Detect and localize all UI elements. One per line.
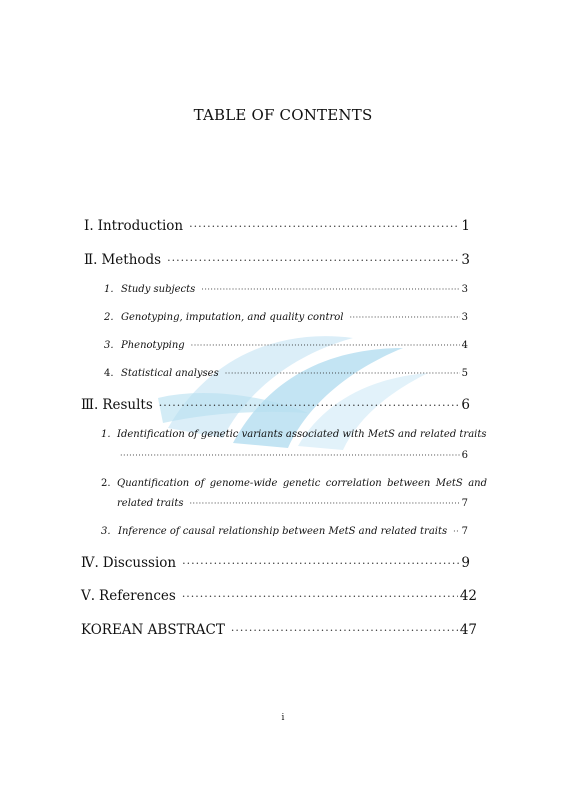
entry-page-number: 4	[461, 340, 468, 351]
entry-number: Ⅱ.	[84, 252, 98, 268]
entry-label: Quantification of genome-wide genetic correlation between MetS and	[117, 478, 487, 489]
entry-number: 2.	[101, 478, 111, 489]
entry-number: 3.	[101, 526, 111, 537]
toc-entry-introduction[interactable]	[84, 218, 470, 234]
entry-page-number: 9	[461, 555, 470, 571]
toc-entry-study-subjects[interactable]	[104, 284, 468, 295]
leader-dots	[159, 399, 460, 412]
entry-page-number: 42	[459, 588, 477, 604]
leader-dots	[120, 451, 460, 460]
entry-number: Ⅰ.	[84, 218, 94, 234]
leader-dots	[191, 341, 460, 350]
toc-entry-quantification-line1[interactable]	[101, 478, 487, 489]
toc-entry-quantification-line2[interactable]	[117, 498, 468, 509]
footer-page-number: i	[281, 713, 285, 723]
entry-number: 2.	[104, 312, 114, 323]
entry-number: Ⅳ.	[81, 555, 99, 571]
entry-label: KOREAN ABSTRACT	[81, 622, 225, 638]
toc-entry-genotyping[interactable]	[104, 312, 468, 323]
entry-label: Statistical analyses	[121, 368, 219, 379]
toc-entry-results[interactable]	[81, 397, 470, 413]
entry-page-number: 1	[461, 218, 470, 234]
entry-label: Inference of causal relationship between MetS and related traits	[118, 526, 448, 537]
entry-number: 1.	[104, 284, 114, 295]
entry-label: Phenotyping	[121, 340, 185, 351]
entry-page-number: 7	[461, 498, 468, 509]
entry-page-number: 3	[461, 284, 468, 295]
entry-number: Ⅴ.	[81, 588, 96, 604]
entry-page-number: 3	[461, 252, 470, 268]
toc-entry-identification-line1[interactable]	[101, 429, 487, 440]
toc-entry-phenotyping[interactable]	[104, 340, 468, 351]
leader-dots	[182, 557, 459, 570]
entry-label: Study subjects	[121, 284, 196, 295]
leader-dots	[189, 220, 459, 233]
entry-label: Discussion	[102, 555, 177, 571]
entry-label: References	[99, 588, 176, 604]
toc-entry-methods[interactable]	[84, 252, 470, 268]
leader-dots	[225, 369, 460, 378]
entry-label: related traits	[117, 498, 184, 509]
leader-dots	[453, 527, 459, 536]
toc-entry-statistical-analyses[interactable]	[104, 368, 468, 379]
entry-page-number: 6	[461, 397, 470, 413]
entry-label: Methods	[101, 252, 162, 268]
entry-number: 1.	[101, 429, 111, 440]
page-title: TABLE OF CONTENTS	[193, 106, 373, 124]
entry-label: Identification of genetic variants associated with MetS and related traits	[117, 429, 487, 440]
entry-page-number: 6	[461, 450, 468, 461]
entry-label: Results	[102, 397, 153, 413]
entry-page-number: 5	[461, 368, 468, 379]
entry-label: Genotyping, imputation, and quality control	[121, 312, 344, 323]
toc-entry-identification-line2[interactable]	[120, 450, 468, 461]
leader-dots	[189, 499, 459, 508]
entry-page-number: 47	[459, 622, 477, 638]
leader-dots	[231, 624, 458, 637]
leader-dots	[167, 254, 459, 267]
leader-dots	[349, 313, 459, 322]
leader-dots	[201, 285, 459, 294]
toc-entry-discussion[interactable]	[81, 555, 470, 571]
leader-dots	[182, 590, 458, 603]
entry-number: 4.	[104, 368, 114, 379]
entry-page-number: 3	[461, 312, 468, 323]
toc-entry-korean-abstract[interactable]	[81, 622, 477, 638]
entry-page-number: 7	[461, 526, 468, 537]
entry-number: 3.	[104, 340, 114, 351]
toc-entry-inference[interactable]	[101, 526, 468, 537]
entry-label: Introduction	[97, 218, 184, 234]
entry-number: Ⅲ.	[81, 397, 99, 413]
toc-entry-references[interactable]	[81, 588, 477, 604]
